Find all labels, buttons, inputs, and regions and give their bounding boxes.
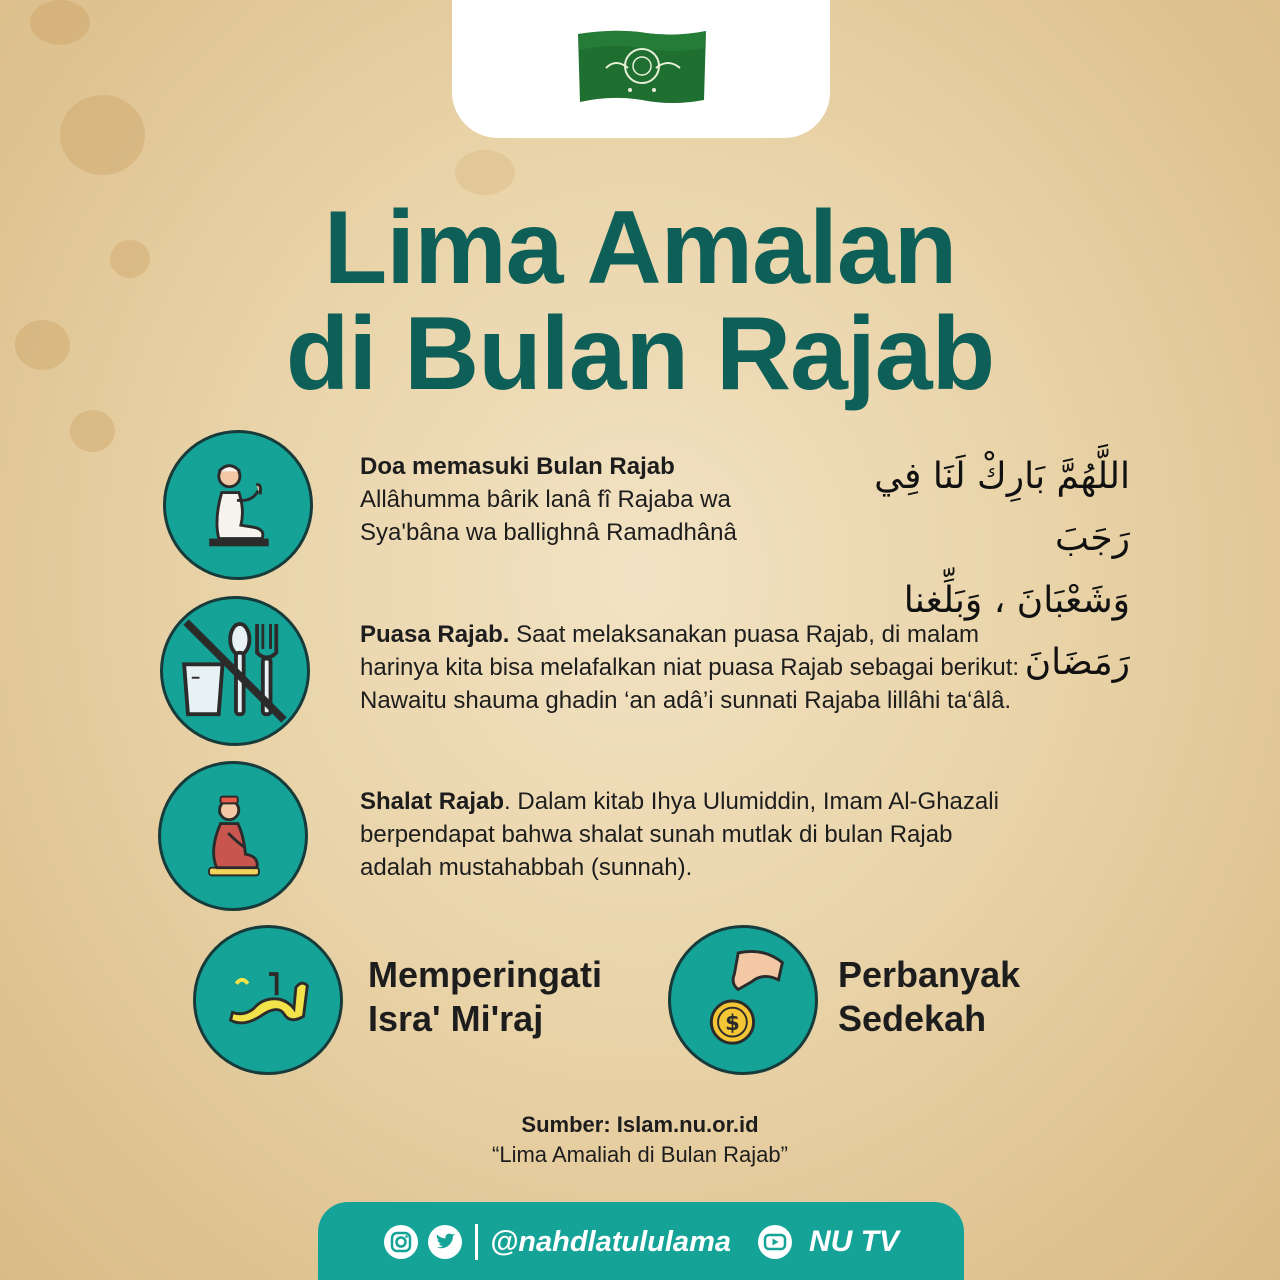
source-note bbox=[0, 1110, 1280, 1170]
background-stain bbox=[455, 150, 515, 195]
doa-arabic-line2: وَشَعْبَانَ ، وَبَلِّغنا رَمَضَانَ bbox=[903, 580, 1130, 683]
coin-hand-icon bbox=[668, 925, 818, 1075]
kneeling-prayer-icon bbox=[158, 761, 308, 911]
puasa-line2: harinya kita bisa melafalkan niat puasa Rajab sebagai berikut: bbox=[360, 654, 1020, 681]
doa-latin-line2: Sya'bâna wa ballighnâ Ramadhânâ bbox=[360, 519, 737, 546]
source-line2: “Lima Amaliah di Bulan Rajab” bbox=[492, 1142, 788, 1167]
background-stain bbox=[30, 0, 90, 45]
praying-man-icon bbox=[163, 430, 313, 580]
doa-latin-line1: Allâhumma bârik lanâ fî Rajaba wa bbox=[360, 486, 731, 513]
israj-line2: Isra' Mi'raj bbox=[368, 998, 544, 1039]
source-line1: Sumber: Islam.nu.or.id bbox=[521, 1112, 759, 1137]
instagram-icon[interactable] bbox=[383, 1224, 419, 1260]
footer-divider bbox=[475, 1224, 478, 1260]
shalat-heading: Shalat Rajab bbox=[360, 788, 505, 815]
page-title-line2: di Bulan Rajab bbox=[285, 296, 995, 412]
social-footer bbox=[318, 1202, 964, 1280]
shalat-text bbox=[360, 785, 999, 884]
muhammad-calligraphy-icon bbox=[193, 925, 343, 1075]
nu-flag-icon bbox=[576, 28, 708, 106]
sedekah-label bbox=[838, 953, 1020, 1041]
doa-arabic-line1: اللَّهُمَّ بَارِكْ لَنَا فِي رَجَبَ bbox=[874, 456, 1130, 559]
puasa-heading: Puasa Rajab. bbox=[360, 621, 510, 648]
page-title-line1: Lima Amalan bbox=[323, 190, 957, 306]
sedekah-line2: Sedekah bbox=[838, 998, 987, 1039]
israj-label bbox=[368, 953, 602, 1041]
youtube-icon[interactable] bbox=[757, 1224, 793, 1260]
puasa-line1: Saat melaksanakan puasa Rajab, di malam bbox=[509, 621, 979, 648]
shalat-line1: . Dalam kitab Ihya Ulumiddin, Imam Al-Ghazali bbox=[504, 788, 999, 815]
svg-text:$: $ bbox=[725, 1009, 740, 1035]
israj-line1: Memperingati bbox=[368, 954, 603, 995]
sedekah-line1: Perbanyak bbox=[838, 954, 1021, 995]
shalat-line2: berpendapat bahwa shalat sunah mutlak di bulan Rajab bbox=[360, 821, 953, 848]
nu-flag-graphic bbox=[576, 28, 708, 106]
youtube-channel-name[interactable]: NU TV bbox=[808, 1225, 899, 1258]
puasa-line3: Nawaitu shauma ghadin ‘an adâ’i sunnati Rajaba lillâhi ta‘âlâ. bbox=[360, 687, 1012, 714]
puasa-text bbox=[360, 618, 1019, 717]
background-stain bbox=[60, 95, 145, 175]
doa-text bbox=[360, 450, 737, 549]
social-handle[interactable]: @nahdlatululama bbox=[490, 1225, 731, 1258]
shalat-line3: adalah mustahabbah (sunnah). bbox=[360, 854, 693, 881]
background-stain bbox=[70, 410, 115, 452]
doa-heading: Doa memasuki Bulan Rajab bbox=[360, 453, 675, 480]
no-eating-icon bbox=[160, 596, 310, 746]
twitter-icon[interactable] bbox=[427, 1224, 463, 1260]
